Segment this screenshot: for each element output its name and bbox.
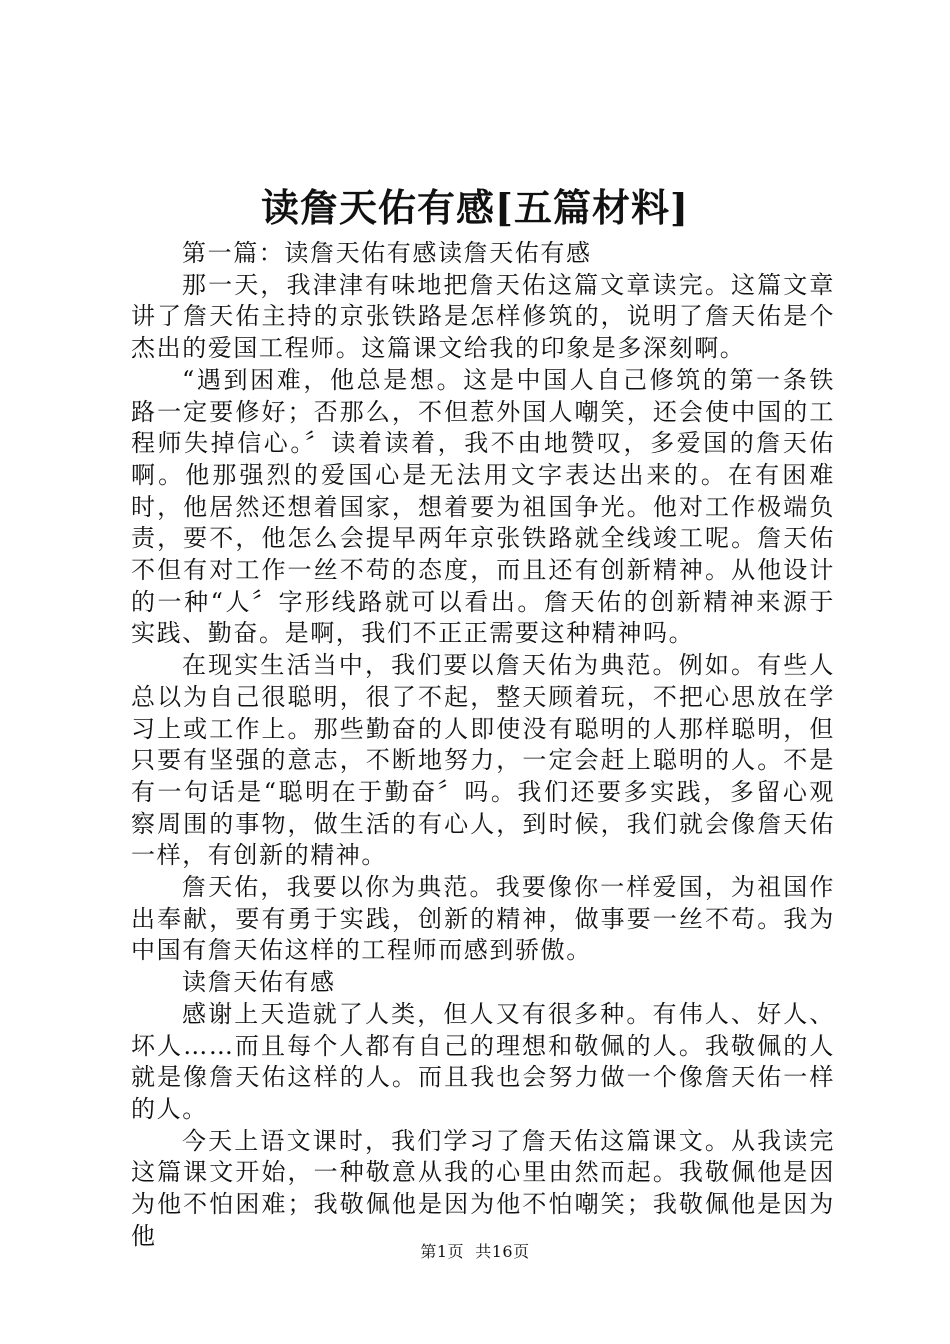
document-body (131, 238, 835, 1253)
paragraph: 今天上语文课时，我们学习了詹天佑这篇课文。从我读完这篇课文开始，一种敬意从我的心里由然而起。我敬佩他是因为他不怕困难；我敬佩他是因为他不怕嘲笑；我敬佩他是因为他 (131, 1126, 835, 1250)
paragraph: 那一天，我津津有味地把詹天佑这篇文章读完。这篇文章讲了詹天佑主持的京张铁路是怎样修筑的，说明了詹天佑是个杰出的爱国工程师。这篇课文给我的印象是多深刻啊。 (131, 270, 835, 363)
page-footer (0, 1242, 950, 1262)
document-title: 读詹天佑有感[五篇材料] (261, 185, 689, 230)
page-total: 共16页 (475, 1242, 530, 1261)
paragraph-heading-2: 读詹天佑有感 (182, 968, 336, 997)
paragraph-heading-1: 第一篇：读詹天佑有感读詹天佑有感 (182, 239, 592, 267)
paragraph: 詹天佑，我要以你为典范。我要像你一样爱国，为祖国作出奉献，要有勇于实践，创新的精神，做事要一丝不苟。我为中国有詹天佑这样的工程师而感到骄傲。 (131, 873, 835, 965)
paragraph: 在现实生活当中，我们要以詹天佑为典范。例如。有些人总以为自己很聪明，很了不起，整天顾着玩，不把心思放在学习上或工作上。那些勤奋的人即使没有聪明的人那样聪明，但只要有坚强的意志，不断地努力，一定会赶上聪明的人。不是有一句话是“聪明在于勤奋〞吗。我们还要多实践，多留心观察周围的事物，做生活的有心人，到时候，我们就会像詹天佑一样，有创新的精神。 (131, 651, 835, 870)
paragraph: “遇到困难，他总是想。这是中国人自己修筑的第一条铁路一定要修好；否那么，不但惹外国人嘲笑，还会使中国的工程师失掉信心。〞读着读着，我不由地赞叹，多爱国的詹天佑啊。他那强烈的爱国心是无法用文字表达出来的。在有困难时，他居然还想着国家，想着要为祖国争光。他对工作极端负责，要不，他怎么会提早两年京张铁路就全线竣工呢。詹天佑不但有对工作一丝不苟的态度，而且还有创新精神。从他设计的一种“人〞字形线路就可以看出。詹天佑的创新精神来源于实践、勤奋。是啊，我们不正正需要这种精神吗。 (131, 365, 835, 648)
page-number: 第1页 (420, 1242, 465, 1261)
paragraph: 感谢上天造就了人类，但人又有很多种。有伟人、好人、坏人……而且每个人都有自己的理想和敬佩的人。我敬佩的人就是像詹天佑这样的人。而且我也会努力做一个像詹天佑一样的人。 (131, 999, 835, 1123)
